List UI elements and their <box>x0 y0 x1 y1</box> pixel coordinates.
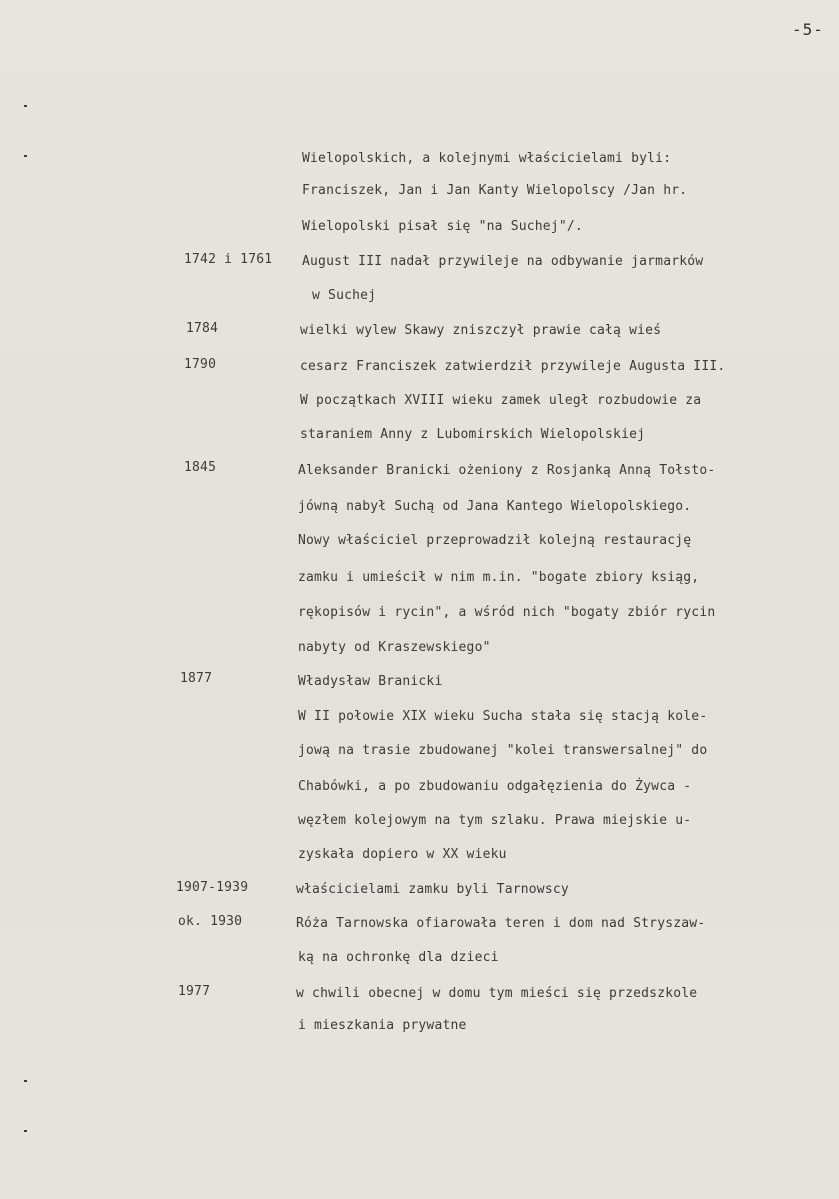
entry-year: 1784 <box>186 321 219 336</box>
entry-line: właścicielami zamku byli Tarnowscy <box>296 882 569 897</box>
entry-line: jową na trasie zbudowanej "kolei transwersalnej" do <box>298 743 708 758</box>
margin-mark <box>24 105 27 107</box>
intro-line: Wielopolski pisał się "na Suchej"/. <box>302 219 583 234</box>
entry-year: 1845 <box>184 460 217 475</box>
entry-line: August III nadał przywileje na odbywanie jarmarków <box>302 254 704 269</box>
entry-line: w Suchej <box>312 288 377 303</box>
entry-line: W początkach XVIII wieku zamek uległ rozbudowie za <box>300 393 702 408</box>
entry-line: wielki wylew Skawy zniszczył prawie całą wieś <box>300 323 662 338</box>
entry-line: Nowy właściciel przeprowadził kolejną restaurację <box>298 533 692 548</box>
entry-line: rękopisów i rycin", a wśród nich "bogaty zbiór rycin <box>298 605 716 620</box>
entry-line: jówną nabył Suchą od Jana Kantego Wielopolskiego. <box>298 499 692 514</box>
entry-line: nabyty od Kraszewskiego" <box>298 640 491 655</box>
entry-line: w chwili obecnej w domu tym mieści się przedszkole <box>296 986 698 1001</box>
page-number: -5- <box>792 20 824 39</box>
entry-line: zamku i umieścił w nim m.in. "bogate zbiory ksiąg, <box>298 570 700 585</box>
margin-mark <box>24 1130 27 1132</box>
entry-line: ką na ochronkę dla dzieci <box>298 950 499 965</box>
intro-line: Franciszek, Jan i Jan Kanty Wielopolscy /Jan hr. <box>302 183 688 198</box>
intro-line: Wielopolskich, a kolejnymi właścicielami byli: <box>302 151 672 166</box>
entry-line: węzłem kolejowym na tym szlaku. Prawa miejskie u- <box>298 813 692 828</box>
entry-year: 1907-1939 <box>176 880 249 895</box>
entry-line: W II połowie XIX wieku Sucha stała się stacją kole- <box>298 709 708 724</box>
entry-line: i mieszkania prywatne <box>298 1018 467 1033</box>
margin-mark <box>24 155 27 157</box>
margin-mark <box>24 1080 27 1082</box>
entry-line: Aleksander Branicki ożeniony z Rosjanką Anną Tołsto- <box>298 463 716 478</box>
entry-line: Władysław Branicki <box>298 674 443 689</box>
entry-year: ok. 1930 <box>178 914 243 929</box>
entry-line: zyskała dopiero w XX wieku <box>298 847 507 862</box>
entry-line: Chabówki, a po zbudowaniu odgałęzienia do Żywca - <box>298 779 692 794</box>
entry-line: staraniem Anny z Lubomirskich Wielopolskiej <box>300 427 646 442</box>
entry-line: Róża Tarnowska ofiarowała teren i dom nad Stryszaw- <box>296 916 706 931</box>
entry-year: 1977 <box>178 984 211 999</box>
entry-year: 1742 i 1761 <box>184 252 273 267</box>
entry-year: 1790 <box>184 357 217 372</box>
entry-year: 1877 <box>180 671 213 686</box>
entry-line: cesarz Franciszek zatwierdził przywileje Augusta III. <box>300 359 726 374</box>
